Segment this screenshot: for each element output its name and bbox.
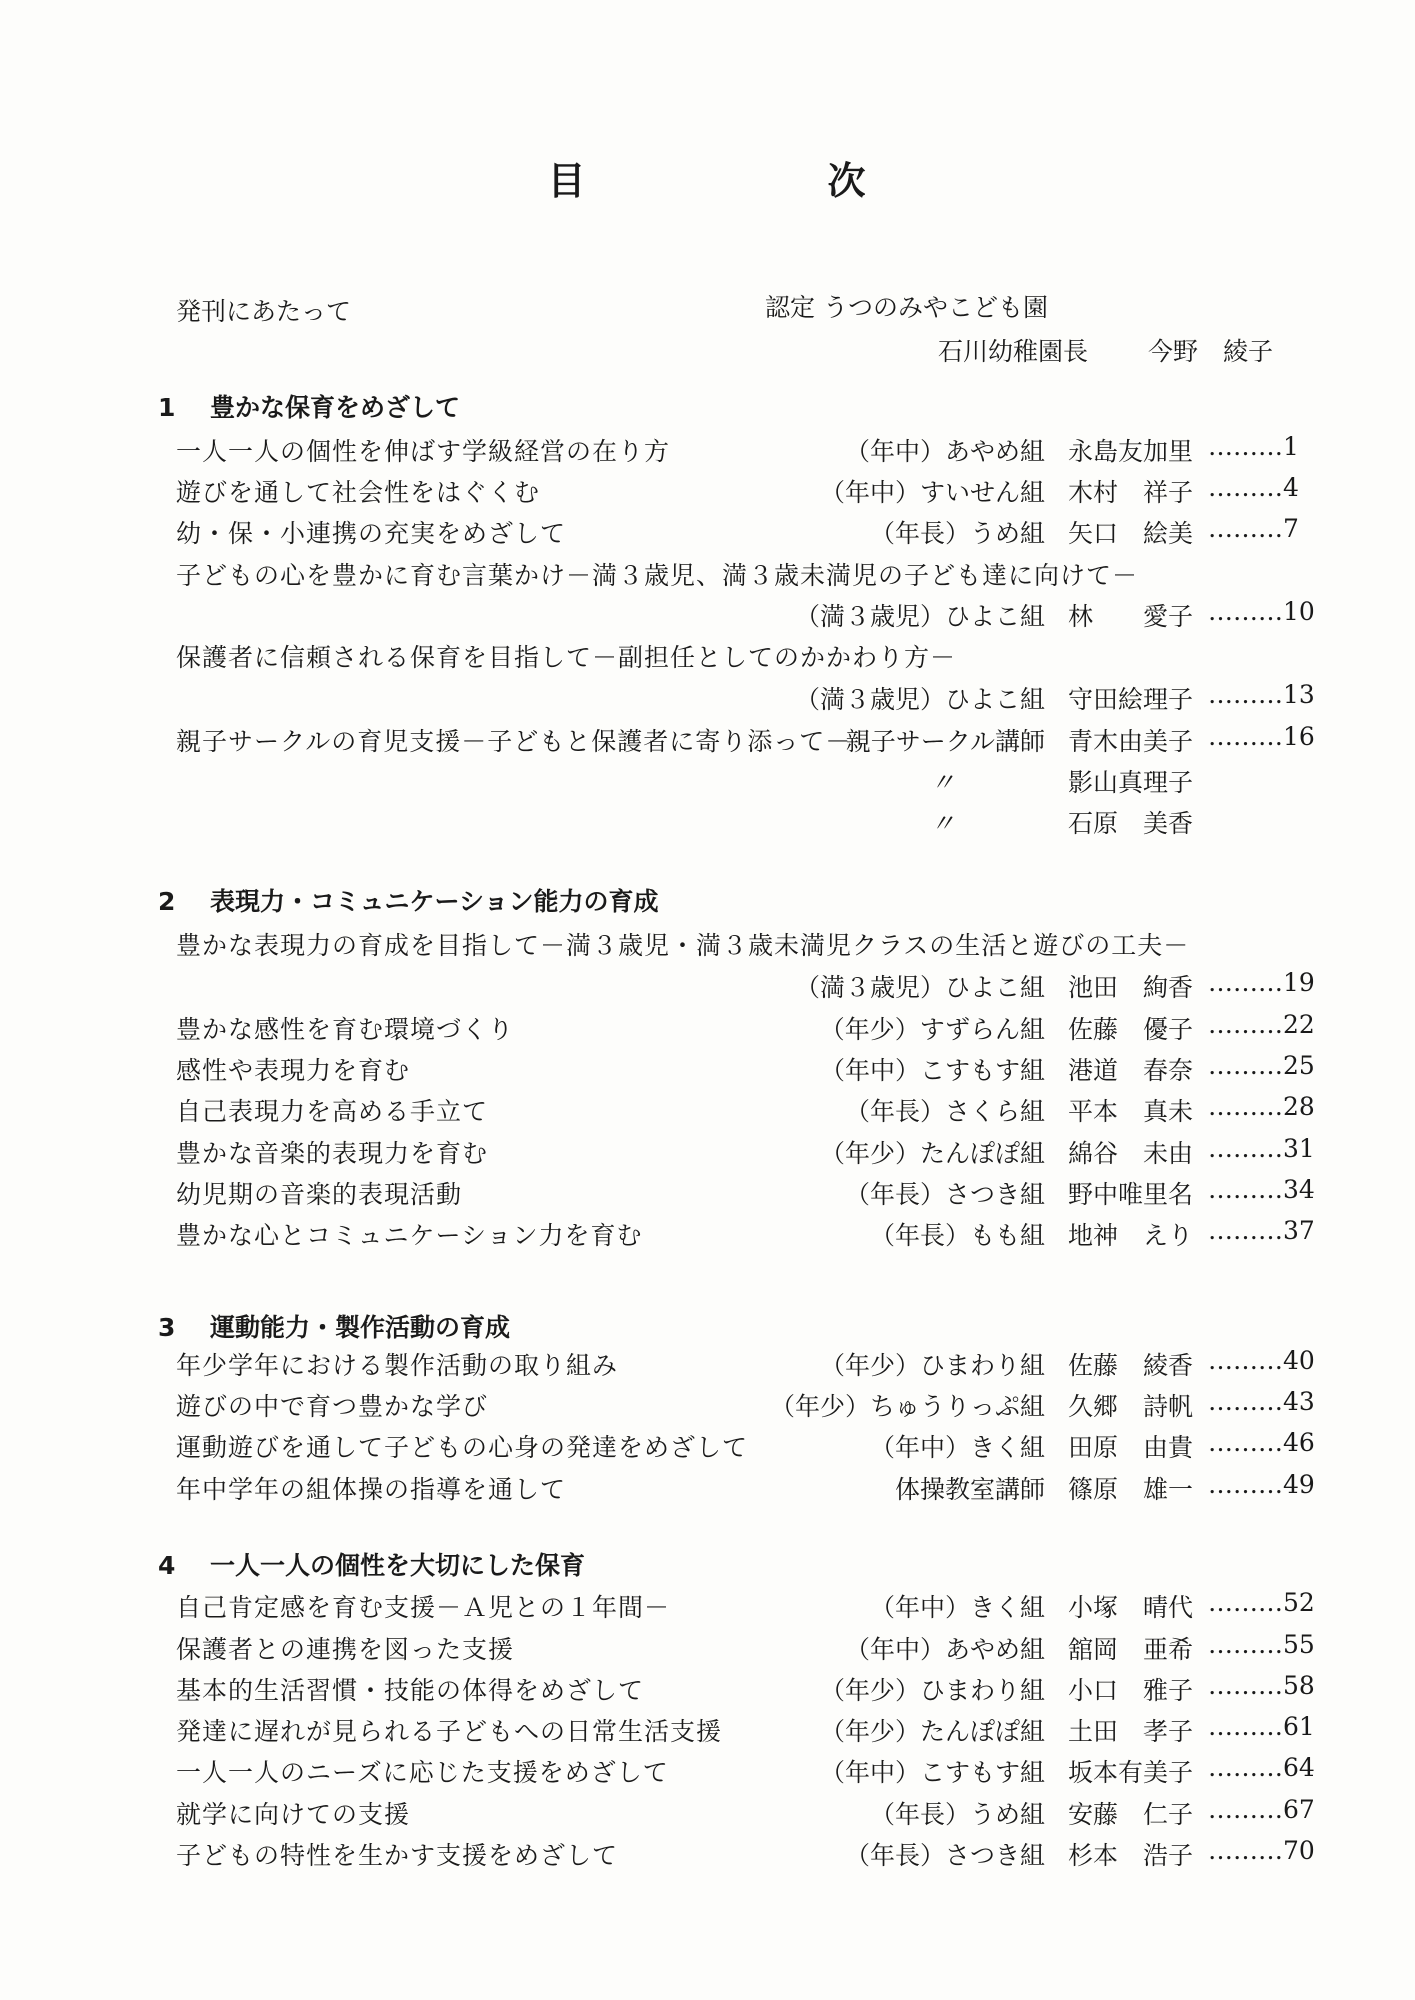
entry-page-number — [1208, 680, 1315, 709]
entry-title: 幼児期の音楽的表現活動 — [176, 1180, 463, 1209]
section-title: 一人一人の個性を大切にした保育 — [210, 1551, 586, 1580]
entry-page-number — [1208, 1092, 1315, 1121]
entry-title: 豊かな音楽的表現力を育む — [176, 1139, 489, 1168]
entry-class: （年長）さつき組 — [844, 1180, 1045, 1209]
entry-class: （年中）あやめ組 — [844, 1635, 1045, 1664]
entry-page-number — [1208, 1470, 1315, 1499]
entry-author: 安藤 仁子 — [1068, 1800, 1194, 1829]
entry-page-number — [1208, 1428, 1315, 1457]
entry-page-number — [1208, 1630, 1315, 1659]
entry-author: 池田 絢香 — [1068, 973, 1194, 1002]
section-heading — [158, 882, 659, 918]
entry-class: （年長）もも組 — [869, 1221, 1045, 1250]
entry-author: 石原 美香 — [1068, 809, 1194, 838]
entry-page-number — [1208, 1588, 1315, 1617]
entry-title: 親子サークルの育児支援－子どもと保護者に寄り添って－ — [176, 727, 852, 756]
entry-class: （年中）こすもす組 — [819, 1758, 1045, 1787]
entry-author: 杉本 浩子 — [1068, 1841, 1194, 1870]
page-number: 43 — [1283, 1387, 1315, 1416]
entry-class: （年中）こすもす組 — [819, 1056, 1045, 1085]
page-number: 52 — [1283, 1588, 1315, 1617]
page-number: 70 — [1283, 1836, 1315, 1865]
entry-title: 一人一人の個性を伸ばす学級経営の在り方 — [176, 437, 671, 466]
entry-class: （年少）ちゅうりっぷ組 — [769, 1392, 1045, 1421]
leader-dots: ……… — [1208, 1753, 1283, 1782]
entry-author: 永島友加里 — [1068, 437, 1194, 466]
entry-title: 運動遊びを通して子どもの心身の発達をめざして — [176, 1433, 749, 1462]
entry-title: 年中学年の組体操の指導を通して — [176, 1475, 567, 1504]
page-number: 19 — [1283, 968, 1315, 997]
leader-dots: ……… — [1208, 1346, 1283, 1375]
entry-class: （年長）さくら組 — [844, 1097, 1045, 1126]
entry-author: 坂本有美子 — [1068, 1758, 1194, 1787]
page-number: 22 — [1283, 1010, 1315, 1039]
entry-author: 木村 祥子 — [1068, 478, 1194, 507]
entry-class: （満３歳児）ひよこ組 — [794, 973, 1045, 1002]
entry-page-number — [1208, 1346, 1315, 1375]
entry-class: （年中）すいせん組 — [819, 478, 1045, 507]
leader-dots: ……… — [1208, 680, 1283, 709]
entry-author: 土田 孝子 — [1068, 1717, 1194, 1746]
entry-author: 篠原 雄一 — [1068, 1475, 1194, 1504]
page-number: 58 — [1283, 1671, 1315, 1700]
page-number: 10 — [1283, 597, 1315, 626]
page-number: 40 — [1283, 1346, 1315, 1375]
entry-page-number — [1208, 1753, 1315, 1782]
entry-title: 遊びを通して社会性をはぐくむ — [176, 478, 541, 507]
entry-author: 影山真理子 — [1068, 768, 1194, 797]
section-heading — [158, 1308, 510, 1344]
intro-person: 今野 綾子 — [1148, 337, 1274, 366]
leader-dots: ……… — [1208, 1134, 1283, 1163]
page-number: 1 — [1283, 432, 1299, 461]
entry-author: 小口 雅子 — [1068, 1676, 1194, 1705]
entry-author: 林 愛子 — [1068, 602, 1194, 631]
entry-page-number — [1208, 514, 1299, 543]
entry-page-number — [1208, 1010, 1315, 1039]
section-heading — [158, 1546, 585, 1582]
entry-class: （年少）たんぽぽ組 — [819, 1717, 1045, 1746]
entry-title: 豊かな表現力の育成を目指して－満３歳児・満３歳未満児クラスの生活と遊びの工夫－ — [176, 931, 1190, 960]
title-char-2: 次 — [827, 159, 868, 203]
page-number: 13 — [1283, 680, 1315, 709]
section-title: 表現力・コミュニケーション能力の育成 — [210, 887, 659, 916]
entry-page-number — [1208, 432, 1299, 461]
entry-title: 子どもの心を豊かに育む言葉かけ－満３歳児、満３歳未満児の子ども達に向けて－ — [176, 561, 1139, 590]
entry-author: 港道 春奈 — [1068, 1056, 1194, 1085]
entry-page-number — [1208, 1836, 1315, 1865]
entry-page-number — [1208, 1671, 1315, 1700]
entry-page-number — [1208, 1216, 1315, 1245]
page-number: 25 — [1283, 1051, 1315, 1080]
intro-org: 認定 うつのみやこども園 — [765, 293, 1048, 322]
entry-author: 綿谷 未由 — [1068, 1139, 1194, 1168]
page-number: 61 — [1283, 1712, 1315, 1741]
intro-label: 発刊にあたって — [176, 297, 352, 326]
page-number: 16 — [1283, 722, 1315, 751]
entry-author: 佐藤 綾香 — [1068, 1351, 1194, 1380]
entry-class: （年中）きく組 — [869, 1433, 1045, 1462]
section-number: 2 — [158, 887, 176, 916]
entry-title: 年少学年における製作活動の取り組み — [176, 1351, 619, 1380]
entry-title: 保護者に信頼される保育を目指して－副担任としてのかかわり方－ — [176, 643, 957, 672]
entry-title: 自己肯定感を育む支援－Ａ児との１年間－ — [176, 1593, 671, 1622]
entry-page-number — [1208, 1387, 1315, 1416]
page-number: 37 — [1283, 1216, 1315, 1245]
ditto-mark: 〃 — [930, 768, 956, 797]
entry-author: 青木由美子 — [1068, 727, 1194, 756]
section-number: 4 — [158, 1551, 176, 1580]
leader-dots: ……… — [1208, 1216, 1283, 1245]
entry-class: （年中）きく組 — [869, 1593, 1045, 1622]
page-number: 46 — [1283, 1428, 1315, 1457]
entry-class: （年長）うめ組 — [869, 1800, 1045, 1829]
leader-dots: ……… — [1208, 1051, 1283, 1080]
page-number: 64 — [1283, 1753, 1315, 1782]
leader-dots: ……… — [1208, 1010, 1283, 1039]
entry-class: 親子サークル講師 — [845, 727, 1045, 756]
entry-class: （年長）さつき組 — [844, 1841, 1045, 1870]
page-number: 49 — [1283, 1470, 1315, 1499]
entry-author: 田原 由貴 — [1068, 1433, 1194, 1462]
leader-dots: ……… — [1208, 1671, 1283, 1700]
entry-author: 平本 真未 — [1068, 1097, 1194, 1126]
entry-page-number — [1208, 1712, 1315, 1741]
title-char-1: 目 — [547, 159, 588, 203]
leader-dots: ……… — [1208, 968, 1283, 997]
entry-author: 佐藤 優子 — [1068, 1015, 1194, 1044]
page-number: 67 — [1283, 1795, 1315, 1824]
entry-class: （年少）ひまわり組 — [819, 1676, 1045, 1705]
entry-page-number — [1208, 1134, 1315, 1163]
section-number: 3 — [158, 1313, 176, 1342]
entry-title: 感性や表現力を育む — [176, 1056, 411, 1085]
leader-dots: ……… — [1208, 473, 1283, 502]
entry-title: 豊かな感性を育む環境づくり — [176, 1015, 515, 1044]
entry-title: 豊かな心とコミュニケーション力を育む — [176, 1221, 643, 1250]
entry-page-number — [1208, 1795, 1315, 1824]
entry-page-number — [1208, 473, 1299, 502]
leader-dots: ……… — [1208, 1630, 1283, 1659]
entry-page-number — [1208, 1051, 1315, 1080]
entry-class: （年中）あやめ組 — [844, 437, 1045, 466]
page-number: 4 — [1283, 473, 1299, 502]
section-title: 運動能力・製作活動の育成 — [210, 1313, 511, 1342]
entry-title: 遊びの中で育つ豊かな学び — [176, 1392, 489, 1421]
entry-page-number — [1208, 722, 1315, 751]
page-number: 7 — [1283, 514, 1299, 543]
section-heading — [158, 388, 460, 424]
leader-dots: ……… — [1208, 1092, 1283, 1121]
leader-dots: ……… — [1208, 1836, 1283, 1865]
entry-class: （満３歳児）ひよこ組 — [794, 685, 1045, 714]
entry-title: 発達に遅れが見られる子どもへの日常生活支援 — [176, 1717, 723, 1746]
leader-dots: ……… — [1208, 1712, 1283, 1741]
entry-author: 野中唯里名 — [1068, 1180, 1194, 1209]
entry-class: （年長）うめ組 — [869, 519, 1045, 548]
entry-title: 子どもの特性を生かす支援をめざして — [176, 1841, 619, 1870]
leader-dots: ……… — [1208, 1387, 1283, 1416]
leader-dots: ……… — [1208, 514, 1283, 543]
entry-title: 自己表現力を高める手立て — [176, 1097, 489, 1126]
entry-author: 守田絵理子 — [1068, 685, 1194, 714]
entry-page-number — [1208, 1175, 1315, 1204]
leader-dots: ……… — [1208, 1175, 1283, 1204]
entry-class: （年少）ひまわり組 — [819, 1351, 1045, 1380]
entry-class: 体操教室講師 — [894, 1475, 1045, 1504]
entry-title: 就学に向けての支援 — [176, 1800, 411, 1829]
leader-dots: ……… — [1208, 1428, 1283, 1457]
entry-author: 小塚 晴代 — [1068, 1593, 1194, 1622]
entry-title: 幼・保・小連携の充実をめざして — [176, 519, 567, 548]
entry-class: （満３歳児）ひよこ組 — [794, 602, 1045, 631]
ditto-mark: 〃 — [930, 809, 956, 838]
section-number: 1 — [158, 393, 176, 422]
entry-title: 一人一人のニーズに応じた支援をめざして — [176, 1758, 669, 1787]
page-number: 31 — [1283, 1134, 1315, 1163]
leader-dots: ……… — [1208, 1588, 1283, 1617]
entry-class: （年少）すずらん組 — [819, 1015, 1045, 1044]
entry-author: 久郷 詩帆 — [1068, 1392, 1194, 1421]
leader-dots: ……… — [1208, 1795, 1283, 1824]
section-title: 豊かな保育をめざして — [210, 393, 461, 422]
entry-author: 舘岡 亜希 — [1068, 1635, 1194, 1664]
page-title — [0, 150, 1415, 205]
entry-page-number — [1208, 968, 1315, 997]
entry-class: （年少）たんぽぽ組 — [819, 1139, 1045, 1168]
entry-author: 地神 えり — [1068, 1221, 1194, 1250]
entry-author: 矢口 絵美 — [1068, 519, 1194, 548]
page-number: 28 — [1283, 1092, 1315, 1121]
entry-title: 保護者との連携を図った支援 — [176, 1635, 515, 1664]
leader-dots: ……… — [1208, 597, 1283, 626]
leader-dots: ……… — [1208, 1470, 1283, 1499]
leader-dots: ……… — [1208, 432, 1283, 461]
intro-role: 石川幼稚園長 — [938, 337, 1089, 366]
page-number: 34 — [1283, 1175, 1315, 1204]
entry-title: 基本的生活習慣・技能の体得をめざして — [176, 1676, 645, 1705]
entry-page-number — [1208, 597, 1315, 626]
page-number: 55 — [1283, 1630, 1315, 1659]
leader-dots: ……… — [1208, 722, 1283, 751]
